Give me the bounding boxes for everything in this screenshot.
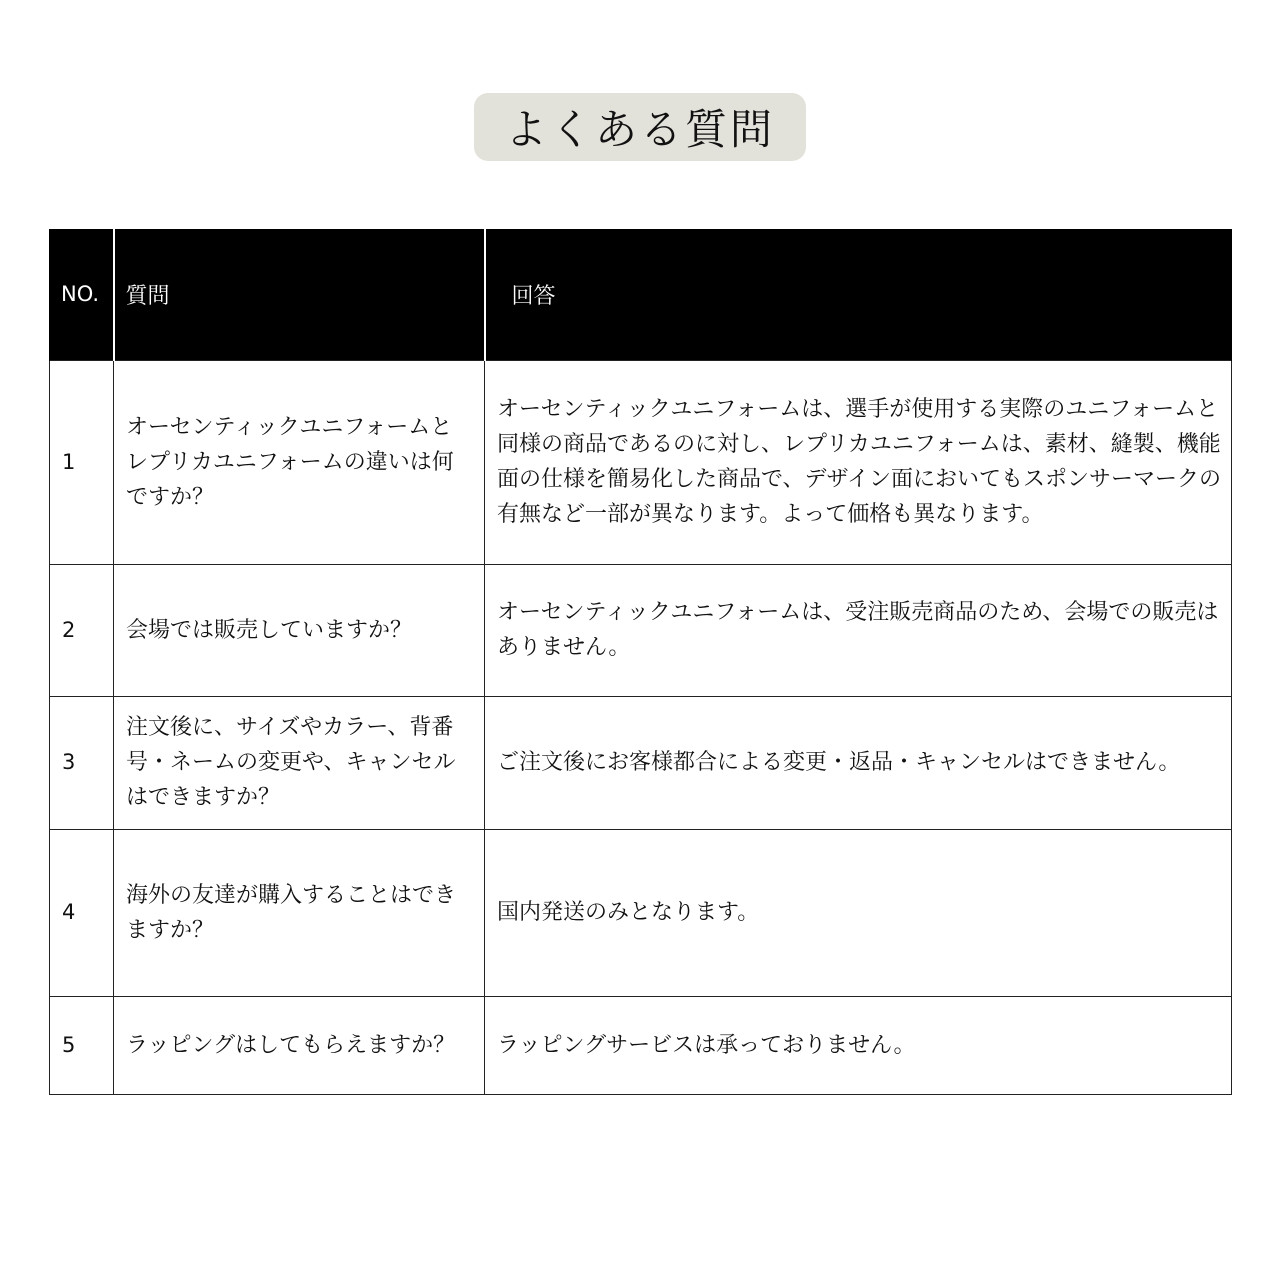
row-answer: ご注文後にお客様都合による変更・返品・キャンセルはできません。 (485, 696, 1232, 829)
faq-row (50, 360, 1232, 564)
row-question: ラッピングはしてもらえますか？ (114, 996, 485, 1094)
row-answer: 国内発送のみとなります。 (485, 829, 1232, 996)
faq-table (49, 229, 1232, 1095)
page-title: よくある質問 (504, 105, 775, 154)
row-number: 2 (50, 564, 114, 696)
row-number: 3 (50, 696, 114, 829)
row-answer: オーセンティックユニフォームは、選手が使用する実際のユニフォームと同様の商品であるのに対し、レプリカユニフォームは、素材、縫製、機能面の仕様を簡易化した商品で、デザイン面においてもスポンサーマークの有無など一部が異なります。よって価格も異なります。 (485, 360, 1232, 564)
faq-header-row (50, 229, 1232, 360)
row-question: 海外の友達が購入することはできますか？ (114, 829, 485, 996)
header-no: NO. (50, 229, 114, 360)
row-answer: ラッピングサービスは承っておりません。 (485, 996, 1232, 1094)
faq-row (50, 996, 1232, 1094)
header-answer: 回答 (485, 229, 1232, 360)
faq-row (50, 696, 1232, 829)
row-number: 1 (50, 360, 114, 564)
row-question: 注文後に、サイズやカラー、背番号・ネームの変更や、キャンセルはできますか？ (114, 696, 485, 829)
faq-row (50, 829, 1232, 996)
header-question: 質問 (114, 229, 485, 360)
row-question: 会場では販売していますか？ (114, 564, 485, 696)
row-answer: オーセンティックユニフォームは、受注販売商品のため、会場での販売はありません。 (485, 564, 1232, 696)
row-number: 4 (50, 829, 114, 996)
row-number: 5 (50, 996, 114, 1094)
faq-row (50, 564, 1232, 696)
row-question: オーセンティックユニフォームとレプリカユニフォームの違いは何ですか？ (114, 360, 485, 564)
page-title-badge (474, 93, 806, 161)
